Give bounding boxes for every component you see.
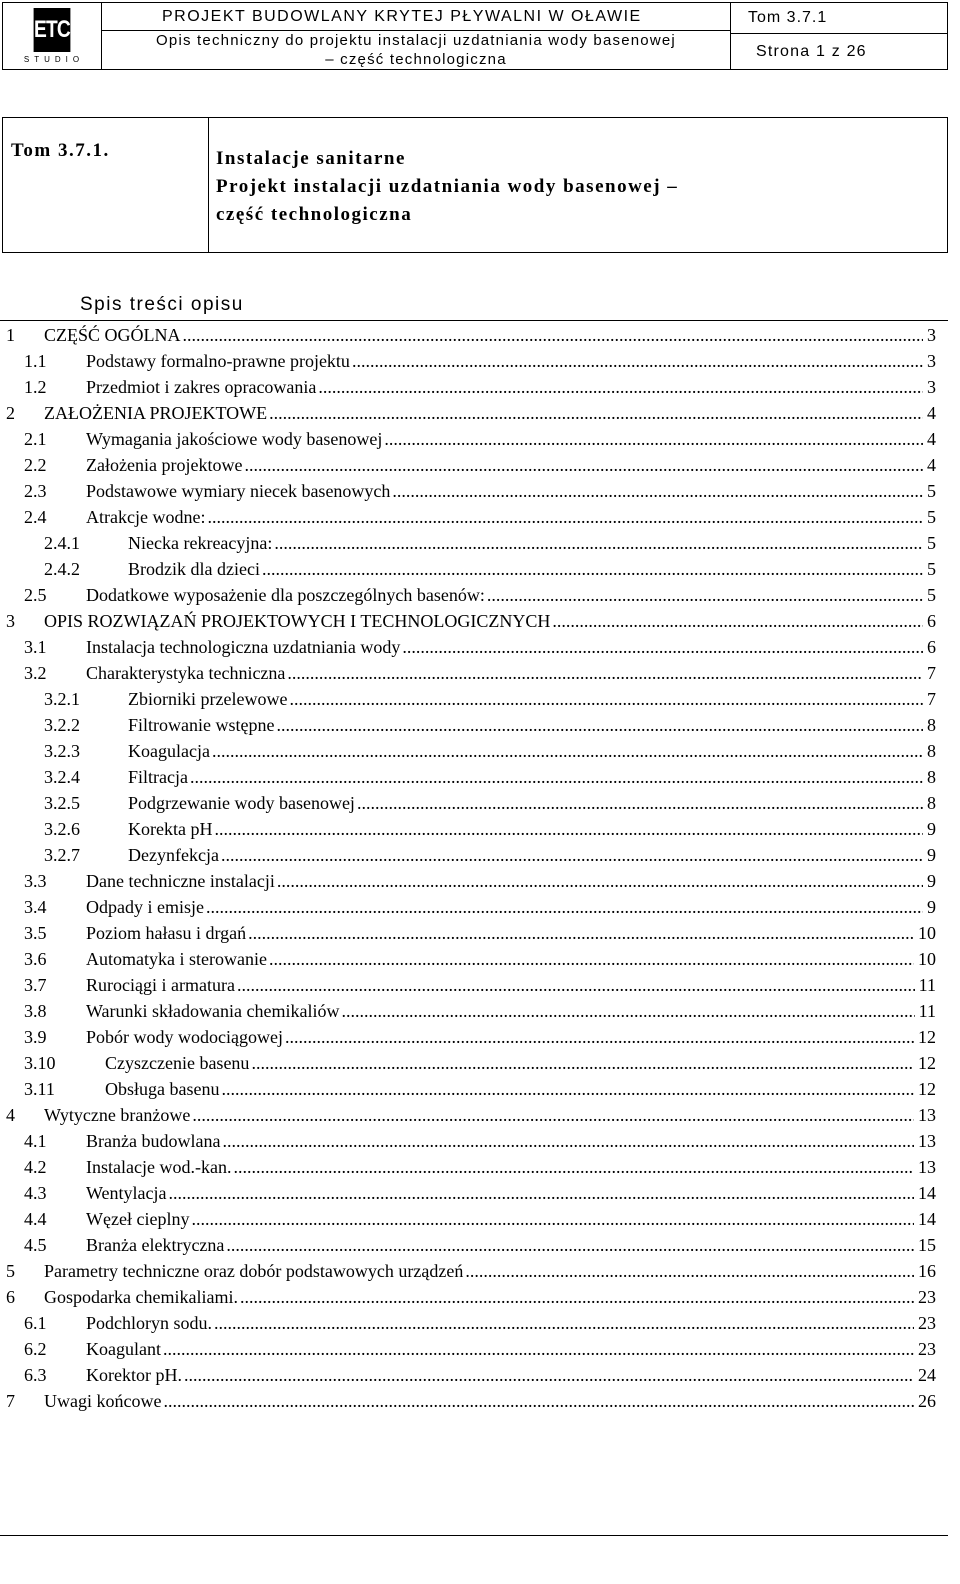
toc-entry-body bbox=[44, 1102, 936, 1128]
toc-leader-dots bbox=[163, 1336, 914, 1362]
toc-entry-number: 4.3 bbox=[24, 1183, 47, 1203]
page-number: Strona 1 z 26 bbox=[756, 42, 867, 60]
toc-leader-dots bbox=[214, 816, 923, 842]
toc-leader-dots bbox=[163, 1388, 914, 1414]
toc-entry-body bbox=[86, 894, 936, 920]
toc-entry-page: 9 bbox=[923, 894, 936, 920]
toc-entry[interactable] bbox=[0, 660, 948, 686]
toc-entry-label: Automatyka i sterowanie bbox=[86, 946, 269, 972]
volume-description bbox=[209, 118, 947, 252]
toc-leader-dots bbox=[392, 478, 923, 504]
toc-leader-dots bbox=[289, 686, 923, 712]
toc-leader-dots bbox=[352, 348, 923, 374]
toc-entry-page: 13 bbox=[914, 1128, 936, 1154]
toc-entry-page: 5 bbox=[923, 478, 936, 504]
toc-entry-body bbox=[86, 1154, 936, 1180]
toc-entry-page: 6 bbox=[923, 634, 936, 660]
toc-entry-label: Parametry techniczne oraz dobór podstawowych urządzeń bbox=[44, 1258, 465, 1284]
toc-entry-label: Obsługa basenu bbox=[105, 1076, 221, 1102]
toc-entry-number: 2.4 bbox=[24, 507, 47, 527]
toc-entry-label: Wytyczne branżowe bbox=[44, 1102, 192, 1128]
toc-entry-number: 5 bbox=[6, 1261, 15, 1281]
toc-entry[interactable] bbox=[0, 1024, 948, 1050]
toc-leader-dots bbox=[269, 400, 923, 426]
toc-entry-page: 5 bbox=[923, 504, 936, 530]
page-header bbox=[2, 2, 948, 70]
toc-entry[interactable] bbox=[0, 452, 948, 478]
toc-entry-body bbox=[86, 582, 936, 608]
toc-entry[interactable] bbox=[0, 1128, 948, 1154]
toc-entry-label: Dodatkowe wyposażenie dla poszczególnych basenów: bbox=[86, 582, 487, 608]
toc-leader-dots bbox=[233, 1154, 914, 1180]
toc-entry-body bbox=[44, 608, 936, 634]
toc-entry-body bbox=[128, 530, 936, 556]
toc-leader-dots bbox=[341, 998, 914, 1024]
subtitle-line-1: Opis techniczny do projektu instalacji uzdatniania wody basenowej bbox=[156, 32, 676, 49]
toc-entry-number: 3.5 bbox=[24, 923, 47, 943]
toc-entry-label: Uwagi końcowe bbox=[44, 1388, 163, 1414]
toc-entry-page: 23 bbox=[914, 1284, 936, 1310]
toc-entry-number: 2 bbox=[6, 403, 15, 423]
toc-entry[interactable] bbox=[0, 608, 948, 634]
toc-entry-number: 3.1 bbox=[24, 637, 47, 657]
volume-number: Tom 3.7.1 bbox=[731, 3, 947, 34]
toc-leader-dots bbox=[285, 1024, 914, 1050]
toc-entry-number: 6.2 bbox=[24, 1339, 47, 1359]
toc-entry-body bbox=[86, 920, 936, 946]
toc-entry-number: 3 bbox=[6, 611, 15, 631]
toc-entry-body bbox=[86, 1024, 936, 1050]
toc-entry-page: 4 bbox=[923, 426, 936, 452]
toc-entry[interactable] bbox=[0, 1076, 948, 1102]
toc-divider bbox=[0, 320, 948, 321]
toc-entry-label: Odpady i emisje bbox=[86, 894, 206, 920]
toc-entry-page: 10 bbox=[914, 920, 936, 946]
toc-leader-dots bbox=[222, 1128, 914, 1154]
toc-entry-page: 13 bbox=[914, 1102, 936, 1128]
toc-entry-number: 3.2.1 bbox=[44, 689, 80, 709]
toc-entry-number: 3.7 bbox=[24, 975, 47, 995]
toc-entry-body bbox=[44, 1258, 936, 1284]
toc-entry-number: 2.3 bbox=[24, 481, 47, 501]
toc-leader-dots bbox=[287, 660, 923, 686]
toc-entry-number: 4.2 bbox=[24, 1157, 47, 1177]
toc-entry-page: 12 bbox=[914, 1076, 936, 1102]
toc-entry-label: Charakterystyka techniczna bbox=[86, 660, 287, 686]
toc-leader-dots bbox=[384, 426, 923, 452]
toc-entry-number: 7 bbox=[6, 1391, 15, 1411]
toc-entry[interactable] bbox=[0, 556, 948, 582]
toc-entry-number: 3.4 bbox=[24, 897, 47, 917]
toc-entry-label: Branża elektryczna bbox=[86, 1232, 226, 1258]
toc-leader-dots bbox=[221, 842, 923, 868]
toc-entry-page: 5 bbox=[923, 530, 936, 556]
toc-leader-dots bbox=[274, 530, 923, 556]
toc-leader-dots bbox=[487, 582, 923, 608]
toc-leader-dots bbox=[402, 634, 923, 660]
toc-entry[interactable] bbox=[0, 1336, 948, 1362]
toc-leader-dots bbox=[221, 1076, 914, 1102]
toc-entry-page: 3 bbox=[923, 322, 936, 348]
toc-entry[interactable] bbox=[0, 1154, 948, 1180]
toc-entry-body bbox=[86, 1232, 936, 1258]
toc-entry-label: Podchloryn sodu. bbox=[86, 1310, 214, 1336]
toc-leader-dots bbox=[276, 712, 923, 738]
toc-entry-label: Podstawowe wymiary niecek basenowych bbox=[86, 478, 392, 504]
toc-entry-body bbox=[105, 1050, 936, 1076]
toc-entry-label: Wentylacja bbox=[86, 1180, 169, 1206]
toc-entry[interactable] bbox=[0, 1258, 948, 1284]
toc-entry-body bbox=[128, 556, 936, 582]
toc-entry-number: 6 bbox=[6, 1287, 15, 1307]
toc-entry-body bbox=[86, 972, 936, 998]
toc-leader-dots bbox=[226, 1232, 914, 1258]
toc-entry-page: 8 bbox=[923, 738, 936, 764]
toc-entry-label: Instalacja technologiczna uzdatniania wody bbox=[86, 634, 402, 660]
toc-entry-label: Instalacje wod.-kan. bbox=[86, 1154, 233, 1180]
toc-entry-number: 3.2.6 bbox=[44, 819, 80, 839]
toc-entry-page: 3 bbox=[923, 348, 936, 374]
toc-leader-dots bbox=[214, 1310, 914, 1336]
toc-entry-body bbox=[128, 738, 936, 764]
toc-leader-dots bbox=[357, 790, 923, 816]
toc-entry[interactable] bbox=[0, 816, 948, 842]
toc-entry-page: 5 bbox=[923, 582, 936, 608]
toc-entry[interactable] bbox=[0, 1284, 948, 1310]
toc-entry-number: 4 bbox=[6, 1105, 15, 1125]
toc-entry-page: 8 bbox=[923, 712, 936, 738]
toc-entry-page: 7 bbox=[923, 660, 936, 686]
toc-entry-page: 23 bbox=[914, 1336, 936, 1362]
toc-entry-label: Poziom hałasu i drgań bbox=[86, 920, 248, 946]
table-of-contents bbox=[0, 322, 948, 1414]
toc-entry[interactable] bbox=[0, 1232, 948, 1258]
toc-entry-number: 2.5 bbox=[24, 585, 47, 605]
toc-entry-body bbox=[86, 946, 936, 972]
toc-entry-page: 8 bbox=[923, 764, 936, 790]
toc-entry-number: 1.2 bbox=[24, 377, 47, 397]
toc-entry-body bbox=[86, 452, 936, 478]
toc-entry-body bbox=[128, 712, 936, 738]
toc-entry-label: ZAŁOŻENIA PROJEKTOWE bbox=[44, 400, 269, 426]
toc-leader-dots bbox=[237, 972, 915, 998]
toc-entry-number: 3.10 bbox=[24, 1053, 56, 1073]
toc-title: Spis treści opisu bbox=[80, 294, 244, 315]
toc-entry-body bbox=[44, 1388, 936, 1414]
toc-leader-dots bbox=[248, 920, 914, 946]
toc-entry-label: Czyszczenie basenu bbox=[105, 1050, 251, 1076]
toc-leader-dots bbox=[184, 1362, 914, 1388]
toc-entry-label: Rurociągi i armatura bbox=[86, 972, 237, 998]
toc-entry-number: 3.2 bbox=[24, 663, 47, 683]
toc-entry-number: 6.1 bbox=[24, 1313, 47, 1333]
volume-line-2: Projekt instalacji uzdatniania wody basenowej – bbox=[216, 176, 679, 197]
toc-entry-number: 4.5 bbox=[24, 1235, 47, 1255]
toc-entry-label: Założenia projektowe bbox=[86, 452, 244, 478]
toc-entry-number: 4.1 bbox=[24, 1131, 47, 1151]
toc-entry-page: 9 bbox=[923, 868, 936, 894]
toc-entry-page: 6 bbox=[923, 608, 936, 634]
toc-entry[interactable] bbox=[0, 1050, 948, 1076]
footer-divider bbox=[0, 1535, 948, 1536]
toc-entry-label: Przedmiot i zakres opracowania bbox=[86, 374, 318, 400]
toc-leader-dots bbox=[191, 1206, 914, 1232]
toc-entry-page: 15 bbox=[914, 1232, 936, 1258]
toc-entry-body bbox=[128, 764, 936, 790]
toc-entry-body bbox=[86, 1362, 936, 1388]
toc-entry[interactable] bbox=[0, 348, 948, 374]
toc-leader-dots bbox=[262, 556, 923, 582]
toc-entry-number: 3.2.4 bbox=[44, 767, 80, 787]
toc-leader-dots bbox=[269, 946, 914, 972]
toc-entry-label: Węzeł cieplny bbox=[86, 1206, 191, 1232]
toc-entry-number: 2.2 bbox=[24, 455, 47, 475]
toc-leader-dots bbox=[465, 1258, 914, 1284]
toc-entry-number: 3.6 bbox=[24, 949, 47, 969]
toc-entry-number: 3.2.5 bbox=[44, 793, 80, 813]
toc-entry-body bbox=[86, 478, 936, 504]
toc-entry-label: Branża budowlana bbox=[86, 1128, 222, 1154]
toc-entry-page: 16 bbox=[914, 1258, 936, 1284]
toc-leader-dots bbox=[277, 868, 923, 894]
toc-entry-page: 8 bbox=[923, 790, 936, 816]
toc-entry-page: 4 bbox=[923, 452, 936, 478]
toc-leader-dots bbox=[212, 738, 923, 764]
toc-entry-body bbox=[86, 426, 936, 452]
toc-entry-body bbox=[86, 660, 936, 686]
toc-entry[interactable] bbox=[0, 738, 948, 764]
toc-entry-body bbox=[86, 998, 936, 1024]
toc-entry-label: Korekta pH bbox=[128, 816, 214, 842]
toc-entry[interactable] bbox=[0, 504, 948, 530]
toc-entry-label: Filtrowanie wstępne bbox=[128, 712, 276, 738]
toc-leader-dots bbox=[190, 764, 923, 790]
toc-entry-number: 3.2.3 bbox=[44, 741, 80, 761]
project-title: PROJEKT BUDOWLANY KRYTEJ PŁYWALNI W OŁAWIE bbox=[102, 3, 730, 31]
subtitle-line-2: – część technologiczna bbox=[325, 51, 507, 68]
volume-label: Tom 3.7.1. bbox=[3, 118, 209, 252]
toc-entry-body bbox=[86, 634, 936, 660]
toc-entry-page: 10 bbox=[914, 946, 936, 972]
toc-entry[interactable] bbox=[0, 1310, 948, 1336]
toc-entry-body bbox=[128, 790, 936, 816]
toc-entry-number: 1.1 bbox=[24, 351, 47, 371]
toc-entry-body bbox=[86, 1206, 936, 1232]
toc-entry[interactable] bbox=[0, 790, 948, 816]
toc-entry[interactable] bbox=[0, 972, 948, 998]
toc-entry-number: 2.4.1 bbox=[44, 533, 80, 553]
toc-entry-body bbox=[86, 348, 936, 374]
company-logo bbox=[3, 3, 102, 69]
toc-entry-label: Niecka rekreacyjna: bbox=[128, 530, 274, 556]
toc-entry-label: Dezynfekcja bbox=[128, 842, 221, 868]
toc-entry-number: 6.3 bbox=[24, 1365, 47, 1385]
toc-entry[interactable] bbox=[0, 582, 948, 608]
toc-entry-label: Pobór wody wodociągowej bbox=[86, 1024, 285, 1050]
toc-entry-page: 13 bbox=[914, 1154, 936, 1180]
toc-entry-body bbox=[86, 374, 936, 400]
toc-entry-label: Podstawy formalno-prawne projektu bbox=[86, 348, 352, 374]
toc-entry[interactable] bbox=[0, 842, 948, 868]
toc-leader-dots bbox=[240, 1284, 914, 1310]
toc-entry[interactable] bbox=[0, 478, 948, 504]
toc-entry-label: Warunki składowania chemikaliów bbox=[86, 998, 341, 1024]
toc-entry-page: 3 bbox=[923, 374, 936, 400]
toc-entry-body bbox=[44, 322, 936, 348]
toc-entry-number: 1 bbox=[6, 325, 15, 345]
toc-leader-dots bbox=[318, 374, 923, 400]
toc-entry[interactable] bbox=[0, 1362, 948, 1388]
toc-entry-page: 14 bbox=[914, 1180, 936, 1206]
toc-leader-dots bbox=[207, 504, 923, 530]
toc-entry[interactable] bbox=[0, 634, 948, 660]
toc-entry-body bbox=[86, 868, 936, 894]
toc-entry-page: 11 bbox=[915, 972, 936, 998]
toc-entry[interactable] bbox=[0, 400, 948, 426]
toc-entry-body bbox=[44, 400, 936, 426]
volume-box bbox=[2, 117, 948, 253]
toc-entry-label: Atrakcje wodne: bbox=[86, 504, 207, 530]
toc-entry[interactable] bbox=[0, 946, 948, 972]
toc-entry-number: 3.3 bbox=[24, 871, 47, 891]
toc-entry[interactable] bbox=[0, 1102, 948, 1128]
toc-entry-page: 11 bbox=[915, 998, 936, 1024]
toc-leader-dots bbox=[169, 1180, 914, 1206]
toc-entry-label: Filtracja bbox=[128, 764, 190, 790]
header-title-cell bbox=[102, 3, 731, 69]
toc-entry-number: 4.4 bbox=[24, 1209, 47, 1229]
toc-entry-body bbox=[86, 1128, 936, 1154]
toc-entry-body bbox=[128, 816, 936, 842]
logo-subtitle: STUDIO bbox=[23, 55, 85, 64]
toc-entry-label: Koagulacja bbox=[128, 738, 212, 764]
toc-entry-page: 26 bbox=[914, 1388, 936, 1414]
toc-entry-number: 3.8 bbox=[24, 1001, 47, 1021]
toc-entry-page: 24 bbox=[914, 1362, 936, 1388]
toc-entry-body bbox=[128, 686, 936, 712]
volume-line-1: Instalacje sanitarne bbox=[216, 148, 406, 169]
toc-entry[interactable] bbox=[0, 712, 948, 738]
toc-entry-page: 12 bbox=[914, 1050, 936, 1076]
logo-mark: ETC bbox=[34, 8, 71, 52]
toc-entry-label: OPIS ROZWIĄZAŃ PROJEKTOWYCH I TECHNOLOGICZNYCH bbox=[44, 608, 552, 634]
toc-entry-label: Gospodarka chemikaliami. bbox=[44, 1284, 240, 1310]
toc-entry-body bbox=[86, 1180, 936, 1206]
toc-entry-page: 9 bbox=[923, 842, 936, 868]
toc-entry[interactable] bbox=[0, 894, 948, 920]
toc-entry-label: CZĘŚĆ OGÓLNA bbox=[44, 322, 183, 348]
toc-entry[interactable] bbox=[0, 998, 948, 1024]
toc-entry-body bbox=[105, 1076, 936, 1102]
toc-leader-dots bbox=[192, 1102, 914, 1128]
toc-entry-label: Brodzik dla dzieci bbox=[128, 556, 262, 582]
toc-entry-label: Dane techniczne instalacji bbox=[86, 868, 277, 894]
toc-entry-label: Korektor pH. bbox=[86, 1362, 184, 1388]
toc-entry-number: 2.4.2 bbox=[44, 559, 80, 579]
toc-leader-dots bbox=[244, 452, 923, 478]
toc-entry-body bbox=[86, 504, 936, 530]
toc-entry[interactable] bbox=[0, 322, 948, 348]
toc-leader-dots bbox=[183, 322, 923, 348]
toc-entry-label: Koagulant bbox=[86, 1336, 163, 1362]
toc-leader-dots bbox=[251, 1050, 914, 1076]
toc-entry[interactable] bbox=[0, 764, 948, 790]
toc-entry-body bbox=[86, 1310, 936, 1336]
toc-entry-body bbox=[44, 1284, 936, 1310]
toc-entry[interactable] bbox=[0, 686, 948, 712]
toc-entry-label: Zbiorniki przelewowe bbox=[128, 686, 289, 712]
toc-entry[interactable] bbox=[0, 868, 948, 894]
toc-entry[interactable] bbox=[0, 426, 948, 452]
document-subtitle bbox=[102, 31, 730, 69]
toc-entry-label: Podgrzewanie wody basenowej bbox=[128, 790, 357, 816]
toc-entry-number: 3.2.2 bbox=[44, 715, 80, 735]
toc-entry-number: 3.2.7 bbox=[44, 845, 80, 865]
toc-entry-page: 7 bbox=[923, 686, 936, 712]
toc-entry-page: 12 bbox=[914, 1024, 936, 1050]
toc-entry-label: Wymagania jakościowe wody basenowej bbox=[86, 426, 384, 452]
toc-entry[interactable] bbox=[0, 374, 948, 400]
toc-entry[interactable] bbox=[0, 530, 948, 556]
toc-entry-number: 3.11 bbox=[24, 1079, 55, 1099]
toc-leader-dots bbox=[206, 894, 923, 920]
volume-line-3: część technologiczna bbox=[216, 204, 413, 225]
toc-entry-page: 14 bbox=[914, 1206, 936, 1232]
toc-entry-body bbox=[86, 1336, 936, 1362]
toc-entry-page: 23 bbox=[914, 1310, 936, 1336]
toc-leader-dots bbox=[552, 608, 923, 634]
toc-entry[interactable] bbox=[0, 920, 948, 946]
toc-entry-page: 5 bbox=[923, 556, 936, 582]
toc-entry-page: 9 bbox=[923, 816, 936, 842]
toc-entry-body bbox=[128, 842, 936, 868]
toc-entry[interactable] bbox=[0, 1206, 948, 1232]
toc-entry-page: 4 bbox=[923, 400, 936, 426]
header-meta-cell bbox=[731, 3, 947, 69]
toc-entry-number: 3.9 bbox=[24, 1027, 47, 1047]
toc-entry-number: 2.1 bbox=[24, 429, 47, 449]
toc-entry[interactable] bbox=[0, 1180, 948, 1206]
toc-entry[interactable] bbox=[0, 1388, 948, 1414]
